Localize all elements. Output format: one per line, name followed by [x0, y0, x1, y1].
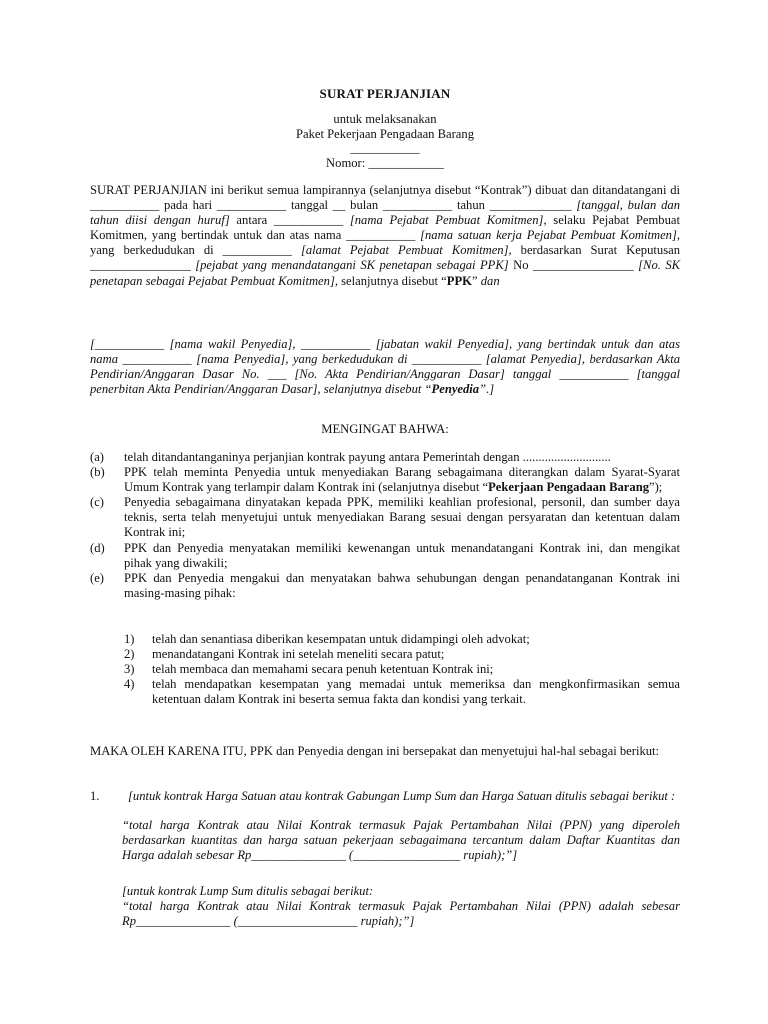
recital-label-e: (e) — [90, 570, 104, 585]
ack-item-3 — [124, 662, 680, 677]
ack-label-4: 4) — [124, 677, 135, 692]
intro-text-1: SURAT PERJANJIAN ini berikut semua lampirannya (selanjutnya disebut “Kontrak”) dibuat dan ditandatangani di ___________ pada hari ___________ tanggal __ bulan ___________ tahun _____________ — [90, 183, 680, 213]
penyedia-paragraph — [90, 337, 680, 397]
ack-item-2 — [124, 647, 680, 662]
intro-italic-5: [pejabat yang menandatangani SK penetapan sebagai PPK] — [195, 258, 509, 273]
intro-italic-4: [alamat Pejabat Pembuat Komitmen], — [300, 243, 512, 258]
penyedia-text-2: ”.] — [479, 382, 495, 397]
intro-italic-7: dan — [480, 273, 500, 288]
recital-item-e — [90, 571, 680, 601]
ack-text-3: telah membaca dan memahami secara penuh ketentuan Kontrak ini; — [152, 662, 494, 677]
recital-item-c — [90, 495, 680, 540]
intro-italic-3: [nama satuan kerja Pejabat Pembuat Komitmen], — [420, 228, 681, 243]
recital-list — [90, 450, 680, 601]
document-title: SURAT PERJANJIAN — [319, 86, 451, 101]
intro-text-7: selanjutnya disebut “ — [338, 273, 447, 288]
ack-text-2: menandatangani Kontrak ini setelah meneliti secara patut; — [152, 647, 445, 662]
document-number: Nomor: ____________ — [326, 156, 444, 170]
intro-italic-6: [No. SK penetapan sebagai Pejabat Pembuat Komitmen], — [90, 258, 681, 288]
intro-paragraph — [90, 183, 680, 289]
recital-item-b — [90, 465, 680, 495]
penyedia-bold: Penyedia — [431, 382, 480, 397]
acknowledgement-list — [124, 632, 680, 707]
recital-text-d: PPK dan Penyedia menyatakan memiliki kewenangan untuk menandatangani Kontrak ini, dan mengikat pihak yang diwakili; — [124, 540, 680, 570]
recital-label-d: (d) — [90, 540, 105, 555]
recital-label-c: (c) — [90, 495, 104, 510]
intro-text-8: ” — [471, 273, 481, 288]
intro-text-5: berdasarkan Surat Keputusan ________________ — [90, 243, 680, 273]
recital-text-b-2: ”); — [649, 480, 663, 495]
recital-text-e: PPK dan Penyedia mengakui dan menyatakan bahwa sehubungan dengan penandatanganan Kontrak ini masing-masing pihak: — [124, 570, 680, 600]
recital-text-b-1: PPK telah meminta Penyedia untuk menyediakan Barang sebagaimana diterangkan dalam Syarat-Syarat Umum Kontrak yang terlampir dalam Kontrak ini (selanjutnya disebut “ — [124, 465, 680, 495]
point-1-lump-sum-heading: [untuk kontrak Lump Sum ditulis sebagai berikut: — [122, 884, 374, 898]
subtitle-blank: ___________ — [350, 141, 420, 155]
intro-italic-2: [nama Pejabat Pembuat Komitmen], — [349, 213, 547, 228]
subtitle-line-2: Paket Pekerjaan Pengadaan Barang — [296, 127, 474, 141]
ack-label-3: 3) — [124, 662, 135, 677]
point-1-label: 1. — [90, 789, 100, 803]
mengingat-heading: MENGINGAT BAHWA: — [321, 422, 449, 436]
recital-item-d — [90, 541, 680, 571]
ack-text-1: telah dan senantiasa diberikan kesempatan untuk didampingi oleh advokat; — [152, 632, 530, 646]
recital-label-a: (a) — [90, 450, 104, 464]
point-1-lump-sum-clause: “total harga Kontrak atau Nilai Kontrak termasuk Pajak Pertambahan Nilai (PPN) adalah sebesar Rp_______________ (___________________ rupiah);”] — [122, 899, 680, 929]
penyedia-text-1: [___________ [nama wakil Penyedia], ___________ [jabatan wakil Penyedia], yang bertindak untuk dan atas nama ___________ [nama Penyedia], yang berkedudukan di ___________ [alamat Penyedia], berdasarkan Akta Pendirian/Anggaran Dasar No. ___ [No. Akta Pendirian/Anggaran Dasar] tanggal ___________ [tanggal penerbitan Akta Pendirian/Anggaran Dasar], selanjutnya disebut “ — [90, 337, 680, 397]
ack-text-4: telah mendapatkan kesempatan yang memadai untuk memeriksa dan mengkonfirmasikan semua ketentuan dalam Kontrak ini beserta semua fakta dan kondisi yang terkait. — [152, 677, 680, 707]
intro-italic-1: [tanggal, bulan dan tahun diisi dengan huruf] — [90, 198, 680, 228]
subtitle-line-1: untuk melaksanakan — [333, 112, 437, 126]
ack-item-1 — [124, 632, 680, 647]
recital-bold-b: Pekerjaan Pengadaan Barang — [488, 480, 649, 495]
point-1-harga-satuan-clause: “total harga Kontrak atau Nilai Kontrak termasuk Pajak Pertambahan Nilai (PPN) yang diperoleh berdasarkan kuantitas dan harga satuan pekerjaan sebagaimana tercantum dalam Daftar Kuantitas dan Harga adalah sebesar Rp_______________ (_________________ rupiah);”] — [122, 818, 680, 863]
ack-item-4 — [124, 677, 680, 707]
recital-label-b: (b) — [90, 465, 105, 480]
intro-ppk-bold: PPK — [446, 273, 472, 288]
maka-paragraph: MAKA OLEH KARENA ITU, PPK dan Penyedia dengan ini bersepakat dan menyetujui hal-hal sebagai berikut: — [90, 744, 660, 758]
recital-item-a — [90, 450, 680, 465]
recital-text-c: Penyedia sebagaimana dinyatakan kepada PPK, memiliki keahlian profesional, personil, dan sumber daya teknis, serta telah menyetujui untuk menyediakan Barang sesuai dengan persyaratan dan ketentuan dalam Kontrak ini; — [124, 495, 680, 540]
intro-text-6: No ________________ — [508, 258, 639, 273]
ack-label-2: 2) — [124, 647, 135, 662]
recital-text-a: telah ditandantanganinya perjanjian kontrak payung antara Pemerintah dengan ............................ — [124, 450, 611, 464]
intro-text-4: yang berkedudukan di ___________ — [90, 243, 301, 258]
point-1-harga-satuan-heading: [untuk kontrak Harga Satuan atau kontrak Gabungan Lump Sum dan Harga Satuan ditulis sebagai berikut : — [128, 789, 676, 803]
ack-label-1: 1) — [124, 632, 135, 646]
intro-text-2: antara ___________ — [229, 213, 350, 228]
intro-text-3: selaku Pejabat Pembuat Komitmen, yang bertindak untuk dan atas nama ___________ — [90, 213, 680, 243]
